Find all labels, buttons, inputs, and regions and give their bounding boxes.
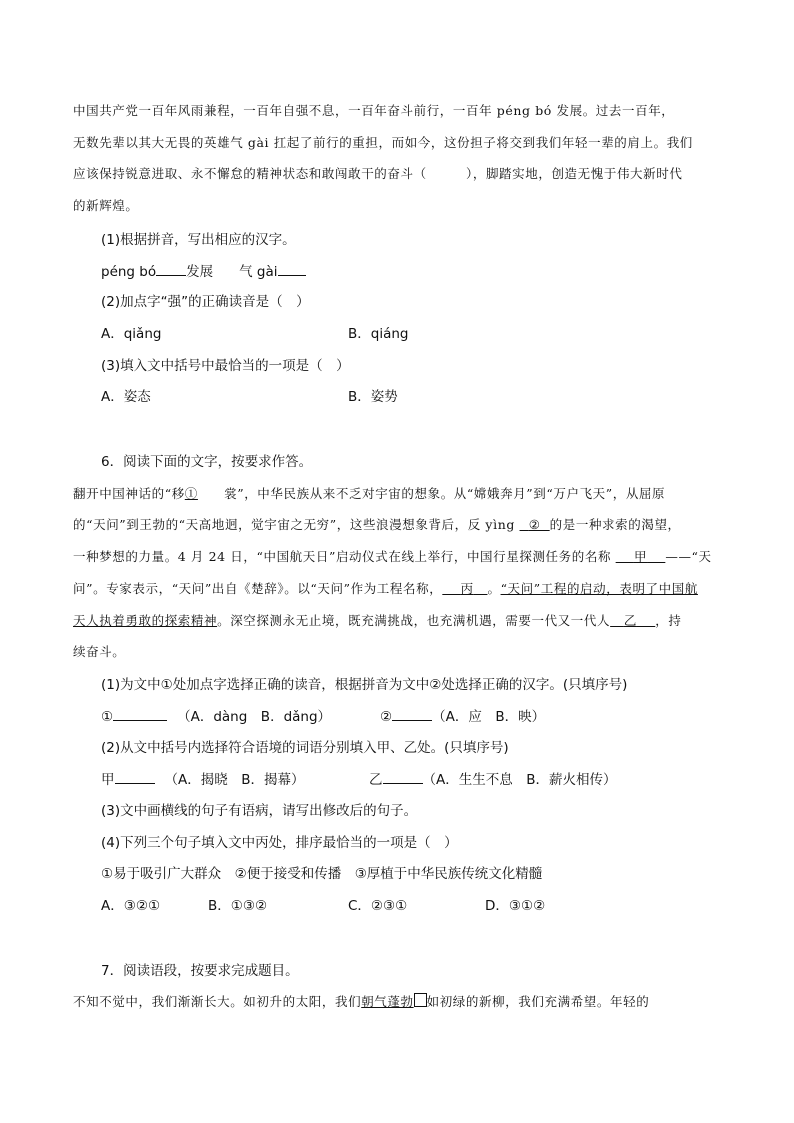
passage-text: 问”。专家表示，“天问”出自《楚辞》。以“天问”作为工程名称， [73,581,443,596]
circle-number: ② [528,517,541,532]
q5-passage-line-3: 应该保持锐意进取、永不懈怠的精神状态和敢闯敢干的奋斗（ ），脚踏实地，创造无愧于伟大新时代 [73,166,683,181]
answer-label: ① [101,709,114,725]
answer-blank[interactable] [392,706,432,721]
answer-options: （A．揭晓 B．揭幕） [164,772,305,788]
answer-options: （A．dàng B．dǎng） [177,709,332,725]
q6-sub4-prompt: (4)下列三个句子填入文中丙处，排序最恰当的一项是（ ） [101,835,458,851]
q5-sub3-prompt: (3)填入文中括号中最恰当的一项是（ ） [101,358,350,374]
option-b[interactable]: B．姿势 [348,389,398,405]
q6-sub2-row [101,769,305,790]
blank-label: 乙 [623,613,637,628]
passage-text: 的“天问”到王勃的“天高地迥，觉宇宙之无穷”，这些浪漫想象背后，反 yìng [73,517,520,532]
q6-sub2-prompt: (2)从文中括号内选择符合语境的词语分别填入甲、乙处。(只填序号) [101,740,509,756]
q6-passage-line-5 [73,611,681,631]
answer-blank[interactable] [383,769,423,784]
answer-blank[interactable] [113,706,167,721]
punctuation-box[interactable] [414,993,427,1007]
blank-marker-2 [520,517,550,532]
underlined-phrase: 朝气蓬勃 [361,994,414,1009]
blank-label: 丙 [460,581,474,596]
q7-heading: 7．阅读语段，按要求完成题目。 [101,963,299,979]
q6-passage-line-6: 续奋斗。 [73,644,126,659]
blank-label: 甲 [633,549,648,564]
blank-marker-1: ① [184,486,198,501]
q5-passage-line-2: 无数先辈以其大无畏的英雄气 gài 扛起了前行的重担，而如今，这份担子将交到我们年轻一辈的肩上。我们 [73,135,693,150]
answer-blank[interactable] [115,769,155,784]
q6-heading: 6．阅读下面的文字，按要求作答。 [101,454,313,470]
passage-text: 如初绿的新柳，我们充满希望。年轻的 [426,994,650,1009]
q6-sub1-row [101,706,331,727]
option-d[interactable]: D．③①② [485,898,546,914]
q5-passage-line-4: 的新辉煌。 [73,198,139,213]
q6-passage-line-3 [73,547,712,567]
answer-label: 甲 [101,772,115,788]
q5-sub1-pinyin-b: 气 gài [239,264,278,280]
q6-passage-line-2 [73,515,681,535]
passage-text: 。深空探测永无止境，既充满挑战，也充满机遇，需要一代又一代人 [217,613,611,628]
q7-passage-line-1 [73,992,649,1012]
passage-text: 不知不觉中，我们渐渐长大。如初升的太阳，我们 [73,994,362,1009]
underlined-sentence: “天问”工程的启动，表明了中国航 [500,581,698,596]
q6-passage-line-1 [73,484,665,504]
q5-sub1-row [101,261,306,282]
answer-options: （A．生生不息 B．薪火相传） [422,772,617,788]
q5-sub1-a-after: 发展 [186,264,214,280]
q5-sub1-pinyin-a: péng bó [101,264,157,280]
passage-text: 一种梦想的力量。4 月 24 日，“中国航天日”启动仪式在线上举行，中国行星探测任务的名称 [73,549,616,564]
passage-text: 翻开中国神话的“移 [73,486,185,501]
q5-passage-line-1: 中国共产党一百年风雨兼程，一百年自强不息，一百年奋斗前行，一百年 péng bó 发展。过去一百年， [73,103,675,118]
q5-sub2-prompt: (2)加点字“强”的正确读音是（ ） [101,294,310,310]
answer-label: 乙 [369,772,383,788]
option-c[interactable]: C．②③① [348,898,408,914]
q5-sub1-prompt: (1)根据拼音，写出相应的汉字。 [101,232,296,248]
passage-text: 裳”，中华民族从来不乏对宇宙的想象。从“嫦娥奔月”到“万户飞天”，从屈原 [197,486,666,501]
q6-sub3-prompt: (3)文中画横线的句子有语病，请写出修改后的句子。 [101,803,418,819]
underlined-sentence: 天人执着勇敢的探索精神 [73,613,218,628]
passage-text: 。 [487,581,501,596]
option-a[interactable]: A．qiǎng [101,326,162,342]
blank-bing [442,581,487,596]
q6-sub4-items: ①易于吸引广大群众 ②便于接受和传播 ③厚植于中华民族传统文化精髓 [101,866,543,882]
option-a[interactable]: A．③②① [101,898,161,914]
passage-text: ，持 [655,613,682,628]
option-a[interactable]: A．姿态 [101,389,151,405]
q6-sub1-prompt: (1)为文中①处加点字选择正确的读音，根据拼音为文中②处选择正确的汉字。(只填序号) [101,677,628,693]
q5-sub2-options [101,324,161,344]
answer-blank[interactable] [156,261,186,276]
q6-sub1-row-2 [380,706,545,727]
answer-label: ② [380,709,393,725]
blank-jia [616,549,666,564]
blank-yi [610,613,655,628]
answer-options: （A．应 B．映） [432,709,546,725]
passage-text: ——“天 [665,549,712,564]
passage-text: 的是一种求索的渴望， [549,517,681,532]
option-b[interactable]: B．qiáng [348,326,409,342]
option-b[interactable]: B．①③② [208,898,268,914]
q6-passage-line-4 [73,579,698,599]
answer-blank[interactable] [278,261,306,276]
q6-sub2-row-2 [369,769,617,790]
